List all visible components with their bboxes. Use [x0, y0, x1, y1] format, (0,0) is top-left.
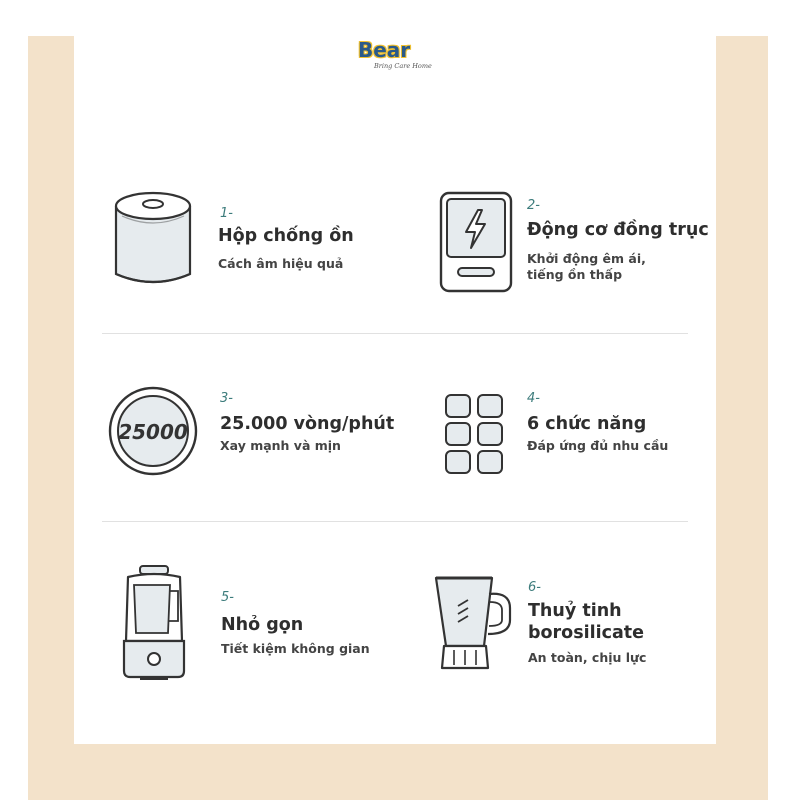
feature-5-number: 5-	[221, 590, 234, 605]
row-divider-1	[102, 333, 688, 334]
compact-blender-icon	[120, 563, 188, 683]
six-function-buttons-icon	[444, 393, 504, 475]
feature-4-number: 4-	[527, 391, 540, 406]
feature-2-number: 2-	[527, 198, 540, 213]
feature-1-number: 1-	[220, 206, 233, 221]
feature-1-description: Cách âm hiệu quả	[218, 256, 344, 271]
feature-4-title: 6 chức năng	[527, 414, 647, 434]
logo-wordmark: Bear	[358, 38, 411, 62]
feature-5-title: Nhỏ gọn	[221, 615, 304, 635]
brand-logo	[358, 38, 444, 78]
logo-tagline: Bring Care Home	[374, 62, 432, 70]
row-divider-2	[102, 521, 688, 522]
feature-2-description: Khởi động êm ái, tiếng ồn thấp	[527, 251, 646, 282]
feature-6-description: An toàn, chịu lực	[528, 650, 647, 665]
feature-3-title: 25.000 vòng/phút	[220, 414, 395, 434]
feature-2-title: Động cơ đồng trục	[527, 220, 709, 240]
feature-3-number: 3-	[220, 391, 233, 406]
lightning-motor-icon	[438, 190, 514, 294]
speed-badge-text: 25000	[118, 420, 188, 444]
feature-1-title: Hộp chống ồn	[218, 226, 354, 246]
speed-badge-icon	[107, 385, 199, 477]
feature-6-number: 6-	[528, 580, 541, 595]
feature-4-description: Đáp ứng đủ nhu cầu	[527, 438, 669, 453]
feature-5-description: Tiết kiệm không gian	[221, 641, 370, 656]
glass-jar-icon	[432, 572, 516, 680]
feature-6-title: Thuỷ tinh borosilicate	[528, 601, 645, 643]
feature-3-description: Xay mạnh và mịn	[220, 438, 341, 453]
soundproof-cover-icon	[108, 186, 198, 296]
